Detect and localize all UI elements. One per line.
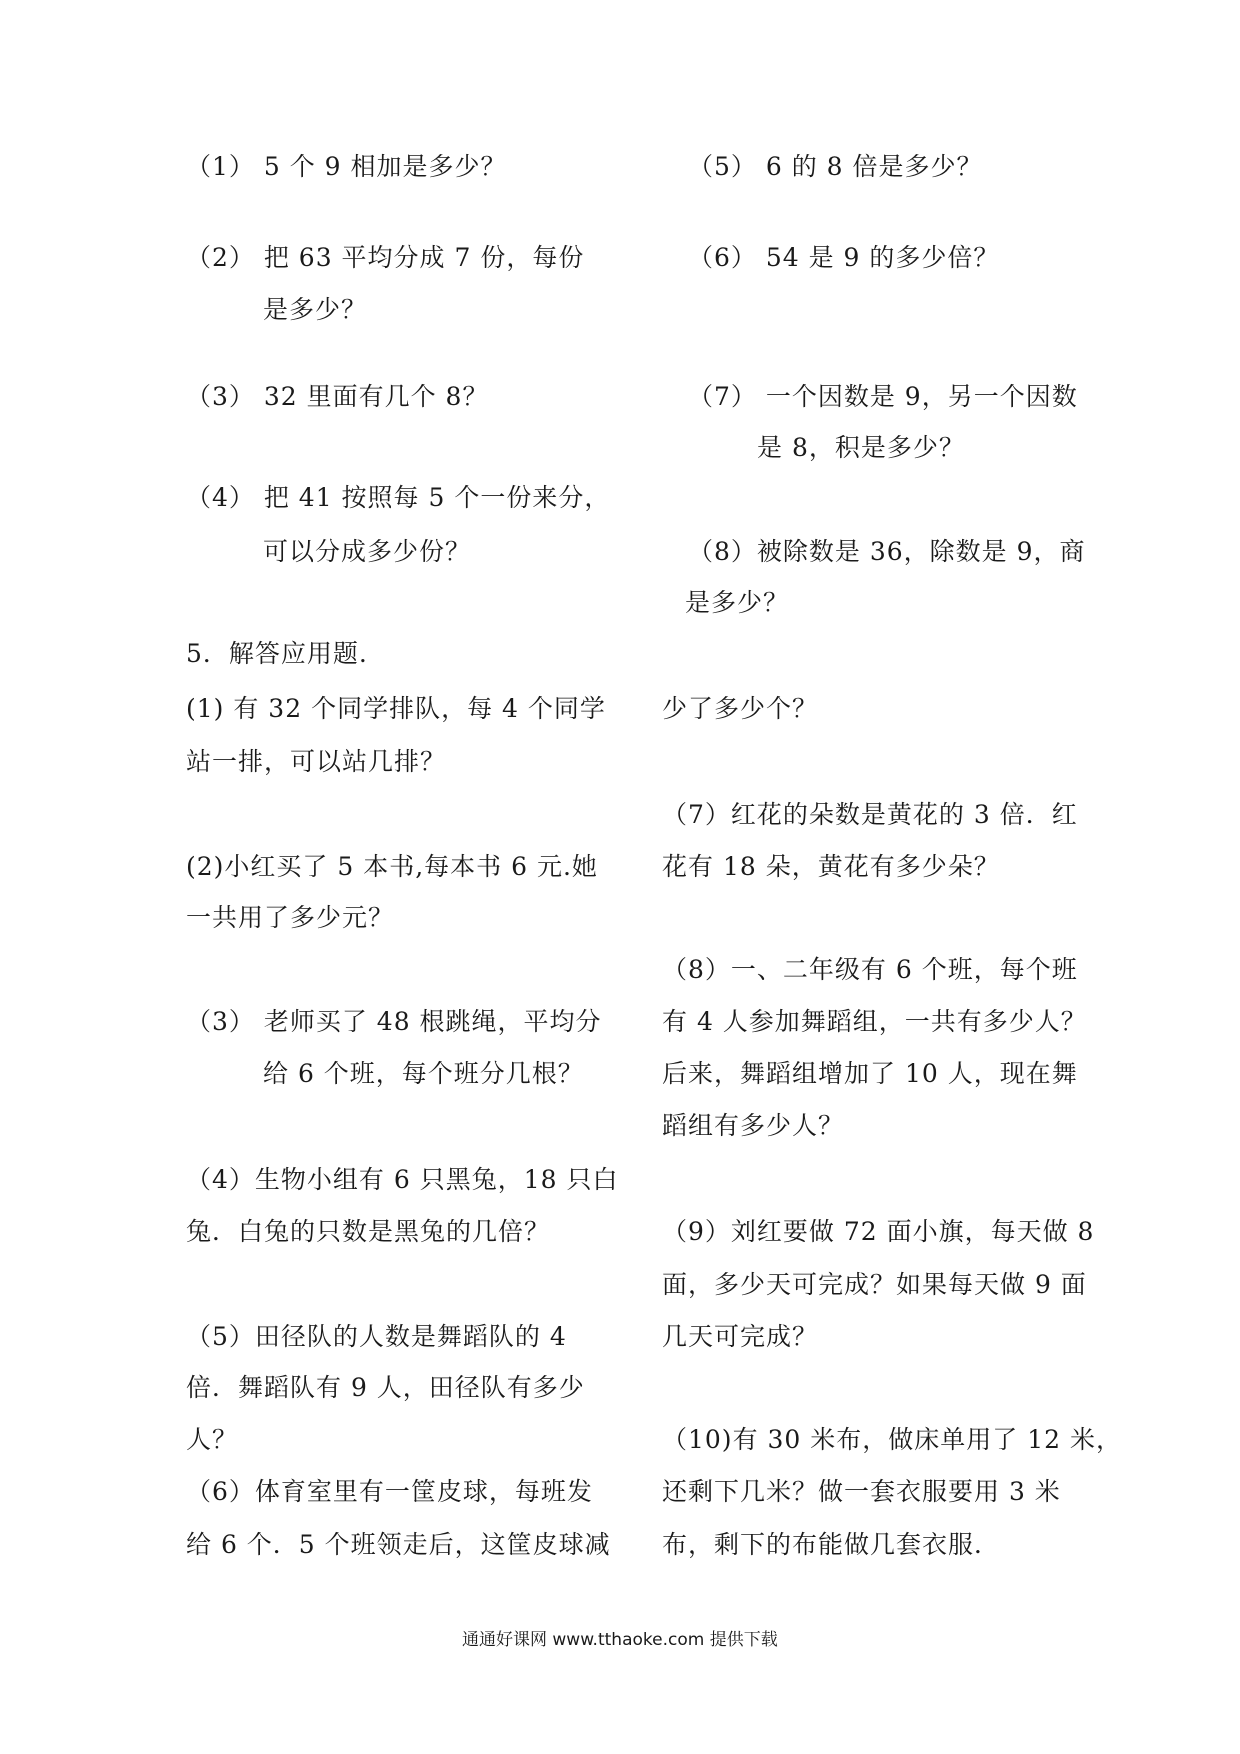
problem-5-2-line-2: 一共用了多少元？: [186, 903, 395, 932]
problem-5-8-line-2: 有 4 人参加舞蹈组，一共有多少人？: [662, 1007, 1087, 1036]
question-4-8-line-2: 是多少？: [685, 588, 790, 617]
question-4-8-line-1: （8）被除数是 36，除数是 9，商: [688, 537, 1086, 566]
question-4-4-line-1: （4） 把 41 按照每 5 个一份来分，: [186, 483, 611, 512]
problem-5-6-line-3: 少了多少个？: [662, 694, 819, 723]
problem-5-7-line-2: 花有 18 朵，黄花有多少朵？: [662, 852, 1000, 881]
problem-5-2-line-1: (2)小红买了 5 本书,每本书 6 元.她: [186, 852, 598, 881]
question-4-7-line-1: （7） 一个因数是 9，另一个因数: [688, 382, 1078, 411]
problem-5-3-line-1: （3） 老师买了 48 根跳绳，平均分: [186, 1007, 602, 1036]
question-4-1-line-1: （1） 5 个 9 相加是多少？: [186, 152, 507, 181]
question-4-3-line-1: （3） 32 里面有几个 8？: [186, 382, 489, 411]
problem-5-5-line-2: 倍．舞蹈队有 9 人，田径队有多少: [186, 1373, 585, 1402]
problem-5-9-line-1: （9）刘红要做 72 面小旗，每天做 8: [662, 1217, 1095, 1246]
question-4-2-line-1: （2） 把 63 平均分成 7 份，每份: [186, 243, 585, 272]
question-4-4-line-2: 可以分成多少份？: [263, 537, 472, 566]
problem-5-9-line-2: 面，多少天可完成？如果每天做 9 面: [662, 1270, 1087, 1299]
problem-5-4-line-2: 兔．白兔的只数是黑兔的几倍？: [186, 1217, 551, 1246]
problem-5-10-line-1: （10)有 30 米布，做床单用了 12 米，: [662, 1425, 1122, 1454]
problem-5-5-line-1: （5）田径队的人数是舞蹈队的 4: [186, 1322, 567, 1351]
page-footer: 通通好课网 www.tthaoke.com 提供下载: [462, 1630, 778, 1650]
question-4-2-line-2: 是多少？: [263, 295, 368, 324]
problem-5-6-line-2: 给 6 个．5 个班领走后，这筐皮球减: [186, 1530, 611, 1559]
question-4-6-line-1: （6） 54 是 9 的多少倍？: [688, 243, 1000, 272]
problem-5-10-line-3: 布，剩下的布能做几套衣服．: [662, 1530, 1001, 1559]
problem-5-9-line-3: 几天可完成？: [662, 1322, 819, 1351]
problem-5-5-line-3: 人？: [186, 1425, 239, 1454]
section-5-title: 5．解答应用题.: [186, 639, 368, 668]
problem-5-10-line-2: 还剩下几米？做一套衣服要用 3 米: [662, 1477, 1061, 1506]
problem-5-3-line-2: 给 6 个班，每个班分几根？: [263, 1059, 584, 1088]
problem-5-1-line-2: 站一排，可以站几排？: [186, 747, 447, 776]
problem-5-4-line-1: （4）生物小组有 6 只黑兔，18 只白: [186, 1165, 619, 1194]
problem-5-8-line-3: 后来，舞蹈组增加了 10 人，现在舞: [662, 1059, 1078, 1088]
problem-5-6-line-1: （6）体育室里有一筐皮球，每班发: [186, 1477, 593, 1506]
question-4-5-line-1: （5） 6 的 8 倍是多少？: [688, 152, 983, 181]
question-4-7-line-2: 是 8，积是多少？: [757, 433, 965, 462]
problem-5-1-line-1: (1) 有 32 个同学排队，每 4 个同学: [186, 694, 606, 723]
problem-5-8-line-4: 蹈组有多少人？: [662, 1111, 845, 1140]
problem-5-7-line-1: （7）红花的朵数是黄花的 3 倍．红: [662, 800, 1078, 829]
problem-5-8-line-1: （8）一、二年级有 6 个班，每个班: [662, 955, 1078, 984]
